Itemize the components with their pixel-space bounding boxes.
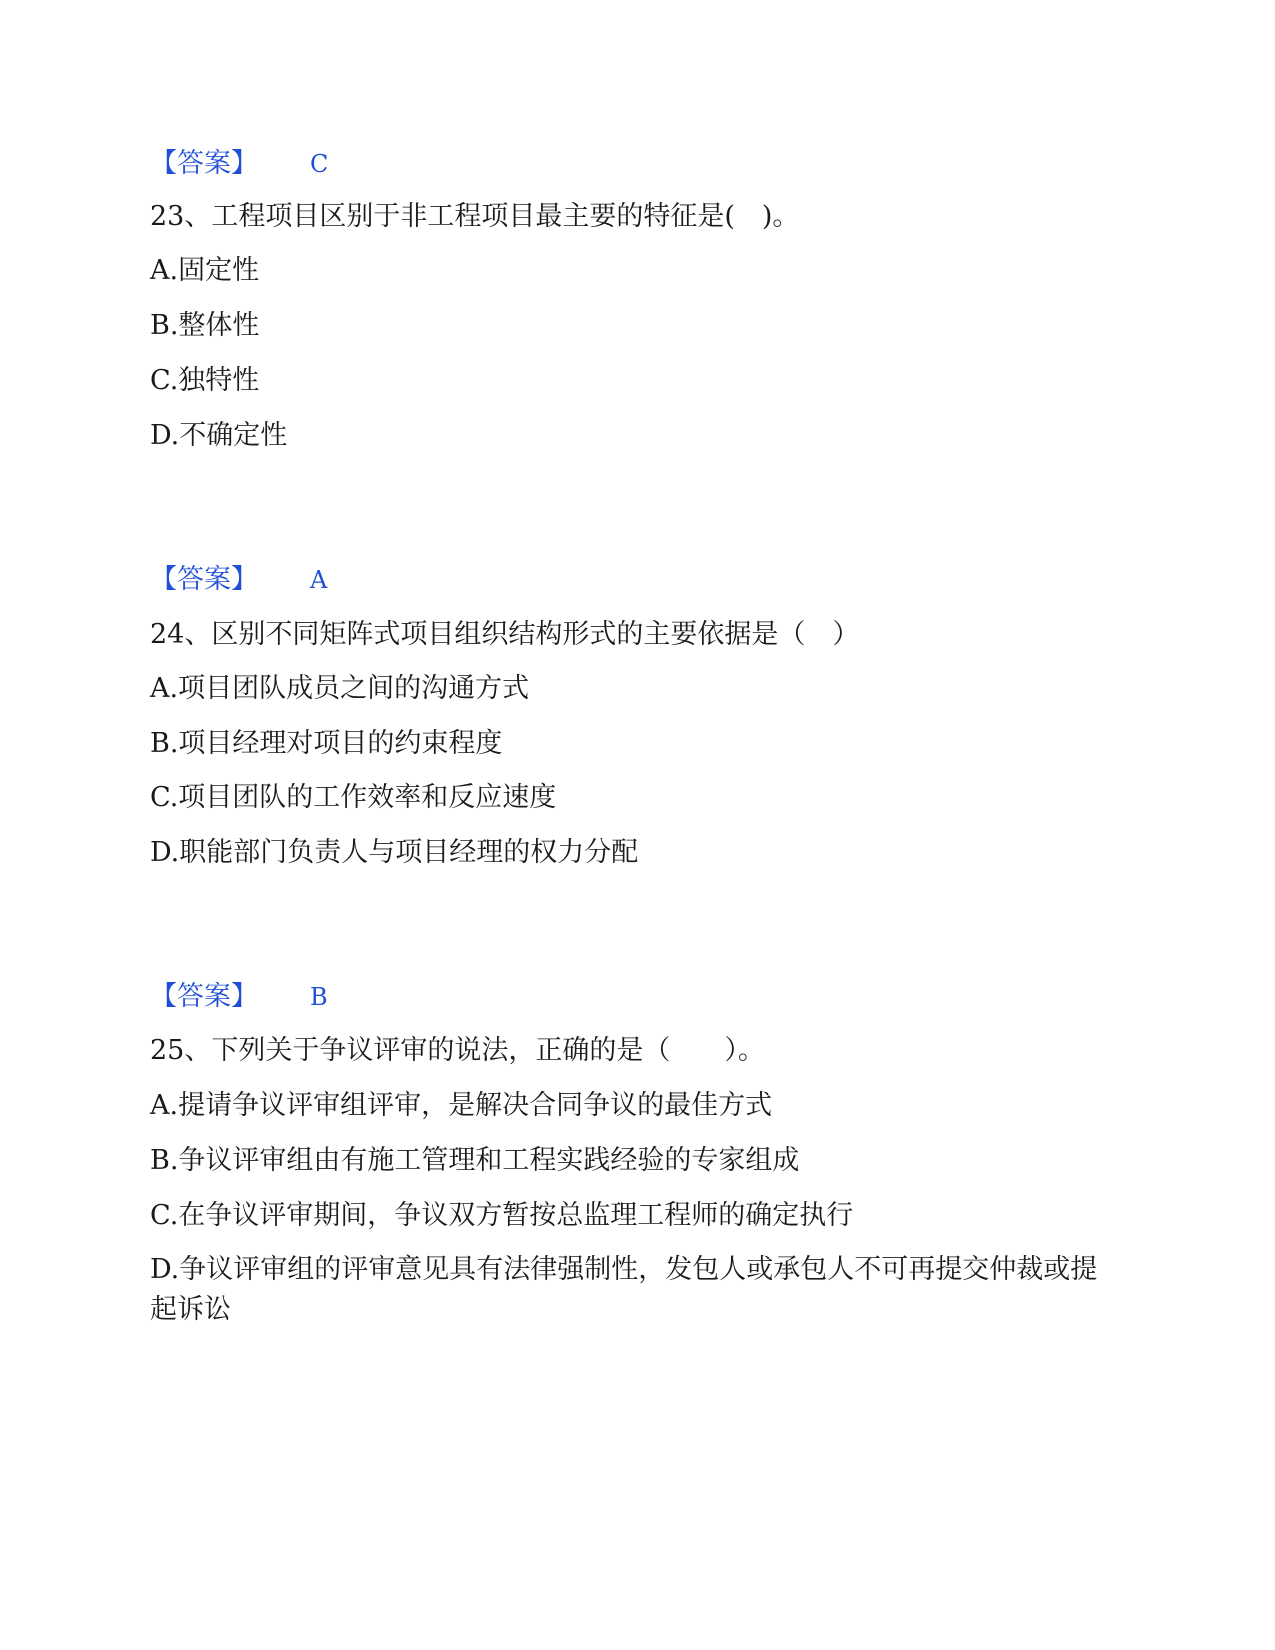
option-24-b: B.项目经理对项目的约束程度 [150, 728, 503, 759]
option-23-d: D.不确定性 [150, 420, 288, 451]
option-25-d: D.争议评审组的评审意见具有法律强制性，发包人或承包人不可再提交仲裁或提起诉讼 [150, 1254, 1098, 1325]
option-23-b: B.整体性 [150, 310, 260, 341]
answer-line [150, 979, 328, 1015]
option-24-d: D.职能部门负责人与项目经理的权力分配 [150, 837, 639, 868]
option-23-c: C.独特性 [150, 365, 260, 396]
answer-letter: C [310, 150, 329, 178]
option-24-a: A.项目团队成员之间的沟通方式 [150, 673, 530, 704]
answer-line [150, 562, 327, 598]
question-25: 25、下列关于争议评审的说法，正确的是（ ）。 [150, 1035, 765, 1066]
question-24: 24、区别不同矩阵式项目组织结构形式的主要依据是（ ） [150, 619, 860, 650]
answer-label: 【答案】 [150, 981, 258, 1012]
answer-letter: A [310, 566, 328, 594]
answer-letter: B [310, 983, 328, 1011]
option-25-c: C.在争议评审期间，争议双方暂按总监理工程师的确定执行 [150, 1200, 854, 1231]
answer-label: 【答案】 [150, 564, 258, 595]
answer-line [150, 146, 328, 182]
option-23-a: A.固定性 [150, 255, 260, 286]
option-25-b: B.争议评审组由有施工管理和工程实践经验的专家组成 [150, 1145, 800, 1176]
option-24-c: C.项目团队的工作效率和反应速度 [150, 782, 557, 813]
answer-label: 【答案】 [150, 148, 258, 179]
question-23: 23、工程项目区别于非工程项目最主要的特征是( )。 [150, 201, 800, 232]
option-25-a: A.提请争议评审组评审，是解决合同争议的最佳方式 [150, 1090, 773, 1121]
